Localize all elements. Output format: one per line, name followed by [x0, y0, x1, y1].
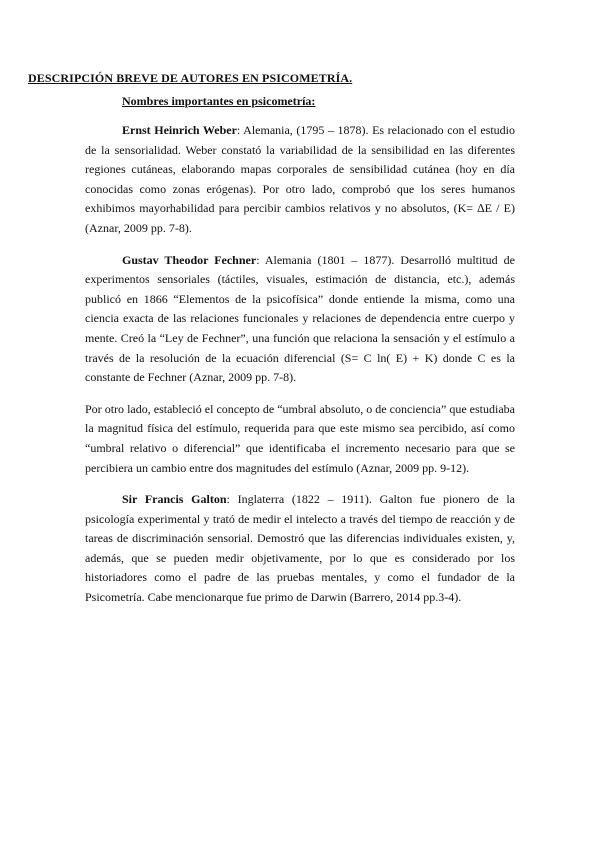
author-name-weber: Ernst Heinrich Weber: [122, 123, 237, 137]
paragraph-fechner-umbral: [85, 400, 515, 478]
author-name-galton: Sir Francis Galton: [122, 492, 227, 507]
paragraph-weber: [85, 121, 515, 239]
section-subtitle: Nombres importantes en psicometría:: [122, 94, 316, 108]
document-title: DESCRIPCIÓN BREVE DE AUTORES EN PSICOMETRÍA.: [28, 71, 353, 85]
paragraph-text-umbral: Por otro lado, estableció el concepto de “umbral absoluto, o de conciencia” que estudiaba la magnitud física del estímulo, requerida para que este mismo sea percibido, así como “umbral relativo o diferencial” que identificaba el incremento necesario para que se percibiera un cambio entre dos magnitudes del estímulo (Aznar, 2009 pp. 9-12).: [85, 401, 515, 475]
paragraph-galton: [85, 490, 515, 608]
paragraph-fechner: [85, 251, 515, 388]
paragraph-text-galton: : Inglaterra (1822 – 1911). Galton fue pionero de la psicología experimental y trató de medir el intelecto a través del tiempo de reacción y de tareas de discriminación sensorial. Demostró que las diferencias individuales existen, y, además, que se pueden medir objetivamente, por lo que es considerado por los historiadores como el padre de las pruebas mentales, y como el fundador de la Psicometría. Cabe mencionarque fue primo de Darwin (Barrero, 2014 pp.3-4).: [85, 492, 515, 605]
paragraph-text-fechner: : Alemania (1801 – 1877). Desarrolló multitud de experimentos sensoriales (táctiles, visuales, estimación de distancia, etc.), además publicó en 1866 “Elementos de la psicofísica” donde entiende la misma, como una ciencia exacta de las relaciones funcionales y relaciones de dependencia entre cuerpo y mente. Creó la “Ley de Fechner”, una función que relaciona la sensación y el estímulo a través de la resolución de la ecuación diferencial (S= C ln( E) + K) donde C es la constante de Fechner (Aznar, 2009 pp. 7-8).: [85, 252, 515, 385]
author-name-fechner: Gustav Theodor Fechner: [122, 252, 257, 267]
document-body: [85, 121, 515, 620]
paragraph-text-weber: : Alemania, (1795 – 1878). Es relacionado con el estudio de la sensorialidad. Weber constató la variabilidad de la sensibilidad en las diferentes regiones cutáneas, elaborando mapas corporales de sensibilidad cutánea (hoy en día conocidas como zonas erógenas). Por otro lado, comprobó que los seres humanos exhibimos mayorhabilidad para percibir cambios relativos y no absolutos, (K= ∆E / E) (Aznar, 2009 pp. 7-8).: [85, 123, 515, 235]
